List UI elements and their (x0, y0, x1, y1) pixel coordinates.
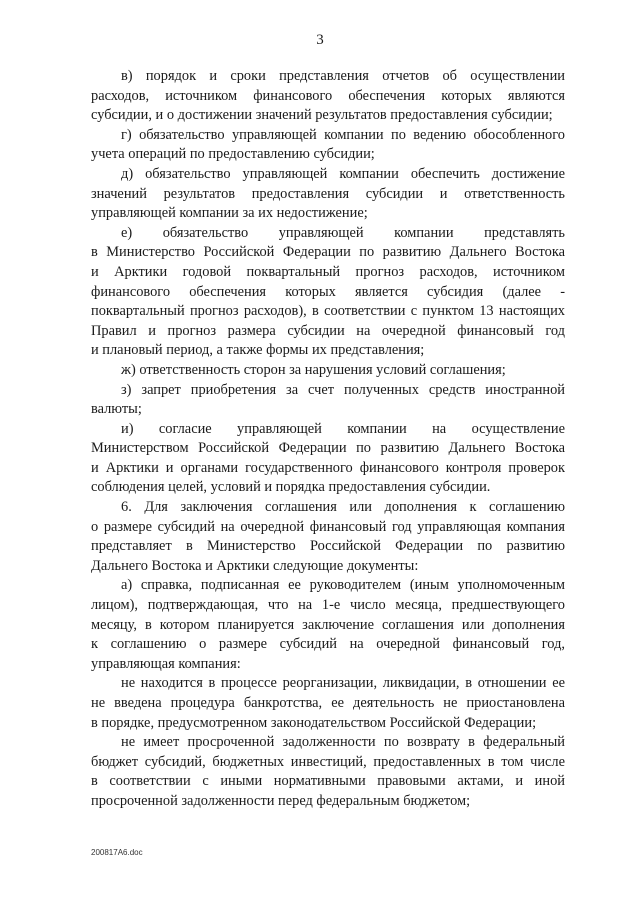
page-number: 3 (316, 32, 324, 48)
text-line: расходов, источником финансового обеспечения которых являются (91, 87, 565, 104)
text-line: в) порядок и сроки представления отчетов об осуществлении (121, 68, 565, 84)
text-line: Правил и прогноз размера субсидии на очередной финансовый год (91, 322, 565, 339)
text-line: представляет в Министерство Российской Федерации по развитию (91, 538, 565, 555)
text-line: о размере субсидий на очередной финансовый год управляющая компания (91, 518, 565, 535)
text-line: г) обязательство управляющей компании по ведению обособленного (121, 126, 565, 143)
text-line: з) запрет приобретения за счет полученных средств иностранной (121, 381, 565, 398)
text-line: и плановый период, а также формы их представления; (91, 342, 425, 359)
text-line: бюджет субсидий, бюджетных инвестиций, предоставленных в том числе (91, 753, 565, 770)
text-line: значений результатов предоставления субсидии и ответственность (91, 185, 565, 202)
text-line: и Арктики и органами государственного финансового контроля проверок (91, 459, 565, 476)
text-line: просроченной задолженности перед федеральным бюджетом; (91, 792, 471, 809)
text-line: не имеет просроченной задолженности по возврату в федеральный (121, 734, 565, 751)
text-line: субсидии, и о достижении значений результатов предоставления субсидии; (91, 107, 553, 124)
text-line: не введена процедура банкротства, ее деятельность не приостановлена (91, 695, 565, 711)
footer-file-code: 200817A6.doc (91, 848, 143, 857)
text-line: соблюдения целей, условий и порядка предоставления субсидии. (91, 479, 491, 496)
text-line: в соответствии с иными нормативными правовыми актами, и иной (91, 773, 565, 790)
text-line: ж) ответственность сторон за нарушения условий соглашения; (121, 361, 506, 378)
text-line: месяцу, в котором планируется заключение соглашения или дополнения (91, 616, 565, 633)
text-line: Дальнего Востока и Арктики следующие документы: (91, 557, 419, 574)
text-line: а) справка, подписанная ее руководителем (иным уполномоченным (121, 577, 565, 594)
text-line: поквартальный прогноз расходов), в соответствии с пунктом 13 настоящих (91, 303, 565, 320)
text-line: 6. Для заключения соглашения или дополнения к соглашению (121, 499, 565, 516)
text-line: учета операций по предоставлению субсидии; (91, 146, 375, 163)
text-line: управляющая компания: (91, 655, 241, 672)
text-line: валюты; (91, 401, 142, 418)
text-line: Министерством Российской Федерации по развитию Дальнего Востока (91, 440, 565, 457)
text-line: в порядке, предусмотренном законодательством Российской Федерации; (91, 714, 537, 731)
text-line: в Министерство Российской Федерации по развитию Дальнего Востока (91, 244, 565, 261)
text-line: и) согласие управляющей компании на осуществление (121, 420, 565, 437)
text-line: не находится в процессе реорганизации, ликвидации, в отношении ее (121, 675, 565, 692)
text-line: и Арктики годовой поквартальный прогноз расходов, источником (91, 263, 565, 280)
document-body (91, 67, 565, 812)
text-line: к соглашению о размере субсидий на очередной финансовый год, (91, 636, 565, 653)
text-line: управляющей компании за их недостижение; (91, 205, 368, 222)
text-line: д) обязательство управляющей компании обеспечить достижение (121, 165, 565, 182)
text-line: финансового обеспечения которых является субсидия (далее - (91, 283, 565, 300)
text-line: е) обязательство управляющей компании представлять (121, 224, 565, 241)
text-line: лицом), подтверждающая, что на 1-е число месяца, предшествующего (91, 597, 565, 614)
